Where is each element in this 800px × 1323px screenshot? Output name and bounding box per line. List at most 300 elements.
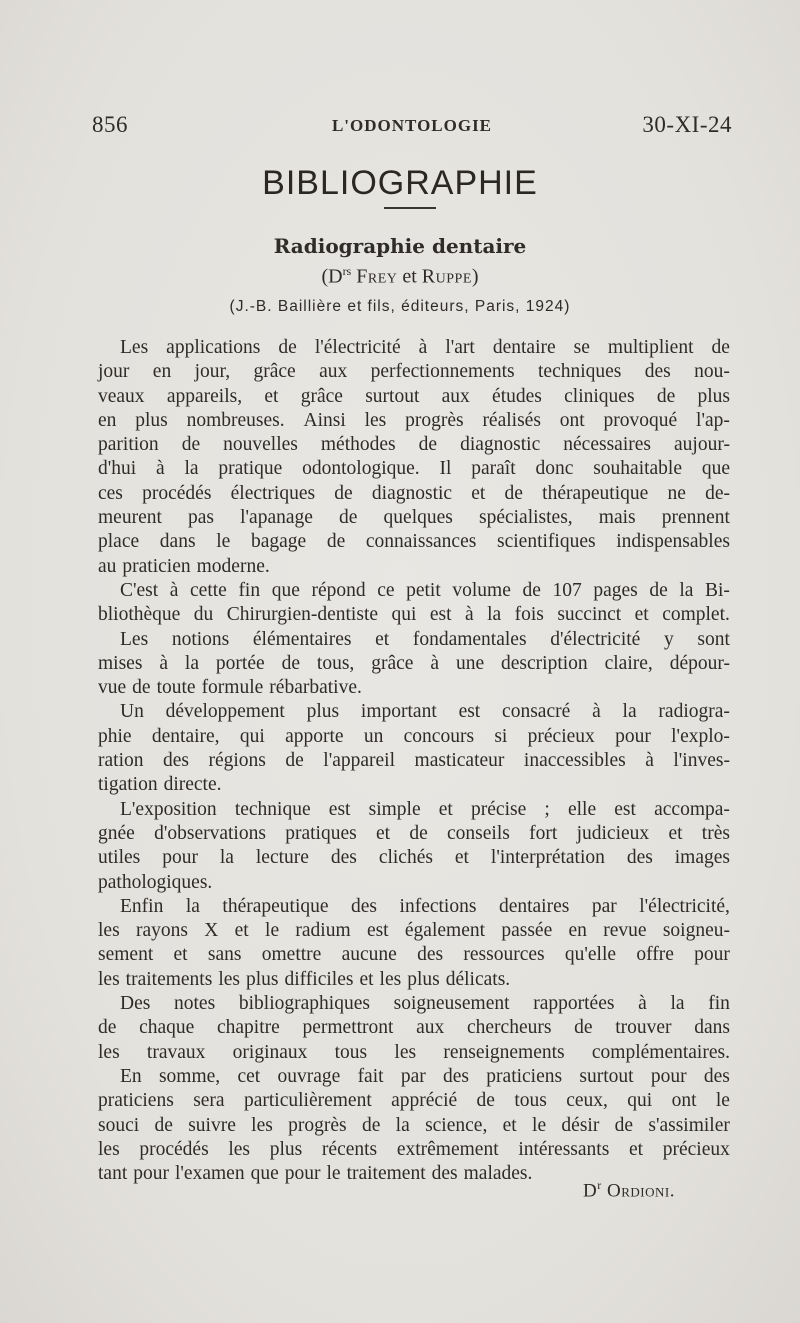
- text-word: et: [471, 482, 486, 504]
- text-word: formule: [201, 677, 264, 699]
- text-word: de: [476, 1090, 495, 1112]
- text-word: nouvelles: [223, 434, 298, 456]
- page-number: 856: [92, 112, 128, 137]
- text-word: désir: [561, 1114, 600, 1136]
- text-word: d'hui: [98, 458, 137, 480]
- text-word: méthodes: [320, 434, 396, 456]
- text-line: [98, 433, 730, 457]
- text-word: Enfin: [120, 895, 164, 917]
- text-word: pour: [162, 847, 198, 869]
- text-word: tous: [334, 1041, 368, 1063]
- text-word: est: [614, 798, 636, 820]
- text-word: dans: [159, 531, 196, 553]
- text-word: dentaires: [498, 895, 570, 917]
- text-word: pour: [694, 944, 730, 966]
- text-word: 107: [552, 579, 582, 601]
- text-word: portée: [215, 652, 265, 674]
- text-word: parition: [98, 434, 159, 456]
- text-word: très: [701, 822, 730, 844]
- text-word: fort: [529, 822, 558, 844]
- text-word: et: [634, 604, 649, 626]
- text-word: plus: [697, 385, 730, 407]
- text-word: apprécié: [391, 1090, 458, 1112]
- text-word: de: [574, 1017, 593, 1039]
- text-word: travaux: [146, 1041, 206, 1063]
- text-word: prennent: [661, 507, 730, 529]
- text-word: tant: [98, 1163, 128, 1185]
- text-word: praticiens: [98, 1090, 174, 1112]
- text-word: clichés: [378, 847, 433, 869]
- text-word: permettront: [302, 1017, 394, 1039]
- text-line: [98, 895, 730, 919]
- text-word: qui: [627, 1090, 653, 1112]
- text-word: ceux,: [566, 1090, 608, 1112]
- text-word: développement: [165, 701, 285, 723]
- text-word: chercheurs: [466, 1017, 552, 1039]
- text-word: quelques: [383, 507, 453, 529]
- signature-name: Ordioni.: [607, 1180, 675, 1202]
- text-word: de: [614, 1114, 634, 1136]
- text-word: de: [278, 337, 297, 358]
- text-word: que: [271, 579, 300, 601]
- text-word: masticateur: [414, 750, 505, 772]
- text-line: [98, 336, 730, 360]
- text-word: à: [592, 701, 601, 723]
- text-word: fin: [708, 993, 730, 1015]
- review-signature: [583, 1178, 675, 1202]
- text-word: simple: [368, 798, 421, 820]
- text-word: une: [455, 652, 485, 674]
- text-line: [98, 1016, 730, 1040]
- title-rule: [384, 207, 436, 209]
- text-word: passée: [501, 920, 553, 942]
- text-word: que: [250, 1163, 279, 1185]
- text-line: [98, 871, 730, 895]
- text-word: en: [98, 409, 117, 431]
- text-word: ressources: [463, 944, 545, 966]
- text-word: applications: [166, 337, 261, 358]
- text-word: judicieux: [576, 822, 650, 844]
- text-word: et: [438, 798, 453, 820]
- text-word: extrêmement: [396, 1138, 499, 1160]
- text-line: [98, 603, 730, 627]
- text-word: multiplient: [607, 337, 694, 358]
- text-line: [98, 1114, 730, 1138]
- text-word: Chirurgien-dentiste: [226, 604, 379, 626]
- text-word: tigation: [98, 774, 158, 796]
- text-word: technique: [234, 798, 311, 820]
- text-word: inaccessibles: [523, 750, 626, 772]
- text-word: plus: [135, 409, 168, 431]
- text-word: de: [281, 652, 300, 674]
- text-word: cliniques: [564, 385, 635, 407]
- text-word: les: [98, 1041, 120, 1063]
- text-word: notions: [171, 628, 230, 650]
- text-word: et: [264, 385, 279, 407]
- text-line: [98, 968, 730, 992]
- text-word: à: [169, 579, 179, 601]
- text-word: souci: [98, 1114, 140, 1136]
- text-word: et: [375, 822, 391, 844]
- text-word: dentaire: [492, 337, 556, 358]
- text-line: [98, 506, 730, 530]
- text-word: chapitre: [217, 1017, 280, 1039]
- text-word: rébarbative.: [269, 677, 362, 699]
- text-word: l'électricité: [314, 337, 401, 358]
- text-word: En: [120, 1065, 142, 1087]
- issue-date: 30-XI-24: [642, 112, 732, 137]
- text-word: donc: [535, 458, 574, 480]
- running-head: [92, 112, 732, 142]
- text-line: [98, 1041, 730, 1065]
- text-word: études: [492, 385, 542, 407]
- text-line: [98, 579, 730, 603]
- text-word: par: [591, 895, 617, 917]
- text-word: succinct: [557, 604, 622, 626]
- text-word: offre: [636, 944, 674, 966]
- text-word: régions: [208, 750, 266, 772]
- text-word: pages: [593, 579, 638, 601]
- authors-suffix: ): [471, 265, 479, 288]
- text-word: l'examen: [175, 1163, 245, 1185]
- text-word: un: [363, 725, 384, 747]
- text-word: délicats.: [445, 968, 511, 990]
- text-word: également: [404, 920, 486, 942]
- text-word: radiogra-: [658, 701, 730, 723]
- text-word: se: [573, 337, 590, 358]
- text-word: de: [132, 677, 151, 699]
- text-word: est: [429, 604, 452, 626]
- text-line: [98, 555, 730, 579]
- text-word: de: [711, 337, 730, 358]
- text-word: de: [656, 385, 676, 407]
- text-word: utiles: [98, 847, 141, 869]
- text-word: vue: [98, 677, 127, 699]
- text-word: odontologique.: [302, 458, 420, 480]
- text-word: Les: [120, 628, 149, 650]
- text-word: perfectionnements: [370, 361, 515, 383]
- text-line: [98, 749, 730, 773]
- text-word: plus: [269, 1138, 303, 1160]
- text-word: aujour-: [674, 434, 730, 456]
- text-word: des: [417, 944, 444, 966]
- text-word: pour: [650, 1065, 687, 1087]
- text-word: de: [361, 1114, 381, 1136]
- text-line: [98, 919, 730, 943]
- text-line: [98, 822, 730, 846]
- text-word: l'apanage: [240, 507, 313, 529]
- text-word: veaux: [98, 385, 145, 407]
- text-word: consacré: [502, 701, 571, 723]
- text-word: grâce: [300, 385, 343, 407]
- text-word: appareils,: [166, 385, 243, 407]
- text-word: fin: [238, 579, 261, 601]
- text-word: et: [375, 628, 390, 650]
- text-word: bagage: [250, 531, 307, 553]
- text-line: [98, 530, 730, 554]
- text-word: notes: [174, 993, 216, 1015]
- text-word: lecture: [255, 847, 309, 869]
- text-word: sement: [98, 944, 154, 966]
- text-word: procédés: [139, 1138, 209, 1160]
- book-title: Radiographie dentaire: [273, 234, 527, 258]
- text-word: Bi-: [704, 579, 730, 601]
- text-word: le: [216, 531, 231, 553]
- text-word: diagnostic: [460, 434, 541, 456]
- text-word: à: [156, 458, 165, 480]
- text-line: [98, 482, 730, 506]
- text-word: suivre: [188, 1114, 236, 1136]
- text-word: trouver: [615, 1017, 672, 1039]
- text-word: pas: [188, 507, 214, 529]
- text-word: gnée: [98, 822, 135, 844]
- text-word: cet: [237, 1065, 261, 1087]
- text-word: C'est: [120, 579, 159, 601]
- text-word: récents: [321, 1138, 378, 1160]
- text-word: cette: [190, 579, 227, 601]
- text-word: et: [454, 847, 469, 869]
- text-word: volume: [452, 579, 511, 601]
- text-word: thérapeutique: [542, 482, 649, 504]
- text-word: aux: [319, 361, 348, 383]
- text-word: de: [522, 579, 541, 601]
- text-word: y: [663, 628, 674, 650]
- text-word: Les: [120, 337, 149, 358]
- text-word: toute: [156, 677, 196, 699]
- text-word: est: [366, 920, 389, 942]
- text-word: moderne.: [196, 555, 270, 577]
- text-word: elle: [567, 798, 597, 820]
- text-word: sera: [193, 1090, 225, 1112]
- text-word: les: [364, 409, 387, 431]
- text-word: progrès: [288, 1114, 347, 1136]
- author-ruppe: Ruppe: [421, 265, 472, 288]
- text-word: scientifiques: [497, 531, 596, 553]
- text-word: par: [400, 1065, 426, 1087]
- text-word: claire,: [604, 652, 653, 674]
- text-word: intéressants: [518, 1138, 610, 1160]
- text-word: Il: [439, 458, 452, 480]
- text-word: jour: [98, 361, 130, 383]
- text-word: Un: [120, 701, 144, 723]
- text-word: à: [159, 652, 168, 674]
- text-line: [98, 652, 730, 676]
- text-word: ont: [671, 1090, 697, 1112]
- text-word: l'électricité,: [639, 895, 730, 917]
- text-word: complet.: [662, 604, 730, 626]
- text-word: grâce: [253, 361, 296, 383]
- text-word: d'électricité: [550, 628, 641, 650]
- text-word: les: [251, 1114, 273, 1136]
- text-word: tous,: [316, 652, 355, 674]
- text-word: dans: [694, 1017, 730, 1039]
- text-word: des: [644, 361, 671, 383]
- text-word: souhaitable: [593, 458, 683, 480]
- text-word: ce: [377, 579, 395, 601]
- text-word: de: [326, 531, 346, 553]
- text-word: renseignements: [443, 1041, 565, 1063]
- text-word: à: [418, 337, 428, 358]
- text-word: description: [501, 652, 588, 674]
- text-word: et: [668, 822, 683, 844]
- text-word: les: [379, 968, 402, 990]
- text-word: directe.: [163, 774, 222, 796]
- text-word: ;: [544, 798, 550, 820]
- text-word: les: [394, 1041, 417, 1063]
- text-word: et: [359, 968, 374, 990]
- text-word: la: [184, 458, 199, 480]
- text-line: [98, 676, 730, 700]
- text-word: les: [98, 920, 120, 942]
- text-word: des: [431, 1163, 458, 1185]
- text-word: pathologiques.: [98, 871, 213, 893]
- text-word: ration: [98, 750, 144, 772]
- text-word: les: [218, 968, 240, 990]
- authors-prefix: (D: [321, 265, 343, 288]
- text-word: soigneusement: [393, 993, 510, 1015]
- text-word: au: [98, 555, 117, 577]
- text-word: surtout: [579, 1065, 634, 1087]
- text-word: le: [326, 1163, 341, 1185]
- text-word: pratiques: [285, 822, 357, 844]
- text-line: [98, 992, 730, 1016]
- review-body: [98, 336, 730, 1186]
- text-word: en: [568, 920, 587, 942]
- text-word: la: [622, 701, 637, 723]
- text-word: fait: [357, 1065, 384, 1087]
- text-word: plus: [306, 701, 340, 723]
- text-word: plus: [245, 968, 279, 990]
- text-word: de: [339, 507, 358, 529]
- text-word: de: [181, 434, 201, 456]
- text-word: images: [674, 847, 730, 869]
- text-word: que: [701, 458, 730, 480]
- text-word: l'art: [445, 337, 475, 358]
- text-word: si: [494, 725, 508, 747]
- text-word: des: [626, 847, 653, 869]
- text-word: techniques: [538, 361, 622, 383]
- text-word: précise: [471, 798, 527, 820]
- text-word: l'inves-: [673, 750, 730, 772]
- text-word: aux: [416, 1017, 445, 1039]
- text-word: de: [154, 1114, 173, 1136]
- text-word: tous: [514, 1090, 547, 1112]
- text-word: paraît: [471, 458, 516, 480]
- text-word: répond: [311, 579, 366, 601]
- text-word: science,: [425, 1114, 488, 1136]
- text-line: [98, 628, 730, 652]
- text-word: ne: [667, 482, 686, 504]
- book-authors: [0, 264, 800, 289]
- text-line: [98, 457, 730, 481]
- text-word: l'explo-: [671, 725, 730, 747]
- text-word: praticiens: [486, 1065, 563, 1087]
- text-word: fondamentales: [412, 628, 527, 650]
- text-word: le: [532, 1114, 547, 1136]
- text-word: la: [487, 604, 502, 626]
- text-word: le: [265, 920, 280, 942]
- text-word: complémentaires.: [591, 1041, 730, 1063]
- text-word: conseils: [447, 822, 510, 844]
- text-word: petit: [406, 579, 441, 601]
- text-word: de: [98, 1017, 117, 1039]
- text-word: indispensables: [616, 531, 730, 553]
- text-word: à: [430, 652, 440, 674]
- text-word: élémentaires: [252, 628, 352, 650]
- text-word: le: [715, 1090, 730, 1112]
- text-word: bibliographiques: [238, 993, 370, 1015]
- text-word: nou-: [694, 361, 730, 383]
- text-word: qui: [391, 604, 417, 626]
- text-word: pour: [615, 725, 651, 747]
- text-word: électriques: [230, 482, 316, 504]
- text-word: important: [360, 701, 437, 723]
- text-word: à: [645, 750, 654, 772]
- text-word: de: [409, 822, 428, 844]
- authors-conj: et: [402, 265, 417, 288]
- text-word: de-: [705, 482, 730, 504]
- text-word: praticien: [122, 555, 191, 577]
- text-line: [98, 725, 730, 749]
- signature-sup: r: [597, 1178, 602, 1192]
- text-word: nécessaires: [563, 434, 651, 456]
- text-word: chaque: [139, 1017, 195, 1039]
- text-line: [98, 798, 730, 822]
- text-line: [98, 385, 730, 409]
- text-word: thérapeutique: [222, 895, 329, 917]
- text-word: aux: [441, 385, 470, 407]
- text-word: de: [418, 434, 438, 456]
- text-word: omettre: [261, 944, 322, 966]
- text-word: originaux: [232, 1041, 308, 1063]
- text-word: réalisés: [482, 409, 541, 431]
- text-word: connaissances: [365, 531, 477, 553]
- text-word: dépour-: [669, 652, 730, 674]
- text-word: pour: [284, 1163, 321, 1185]
- text-word: grâce: [371, 652, 414, 674]
- text-word: la: [219, 847, 234, 869]
- text-word: aucune: [341, 944, 397, 966]
- text-word: l'ap-: [696, 409, 730, 431]
- authors-sup: rs: [342, 264, 352, 278]
- text-word: est: [328, 798, 351, 820]
- text-word: L'exposition: [120, 798, 217, 820]
- text-word: la: [185, 895, 200, 917]
- text-word: difficiles: [284, 968, 354, 990]
- text-word: mais: [598, 507, 636, 529]
- text-word: sont: [697, 628, 730, 650]
- text-word: place: [98, 531, 140, 553]
- text-word: qui: [239, 725, 265, 747]
- text-word: de: [334, 482, 353, 504]
- text-word: provoqué: [603, 409, 678, 431]
- text-word: et: [502, 1114, 517, 1136]
- text-word: infections: [399, 895, 477, 917]
- text-word: précieux: [527, 725, 595, 747]
- text-word: spécialistes,: [478, 507, 573, 529]
- text-word: à: [464, 604, 474, 626]
- text-word: bliothèque: [98, 604, 181, 626]
- text-line: [98, 360, 730, 384]
- text-word: somme,: [158, 1065, 221, 1087]
- text-word: la: [679, 579, 694, 601]
- text-word: de: [285, 750, 304, 772]
- text-word: les: [98, 968, 120, 990]
- section-title: BIBLIOGRAPHIE: [262, 164, 538, 202]
- text-line: [98, 943, 730, 967]
- text-word: particulièrement: [243, 1090, 372, 1112]
- text-word: sans: [207, 944, 242, 966]
